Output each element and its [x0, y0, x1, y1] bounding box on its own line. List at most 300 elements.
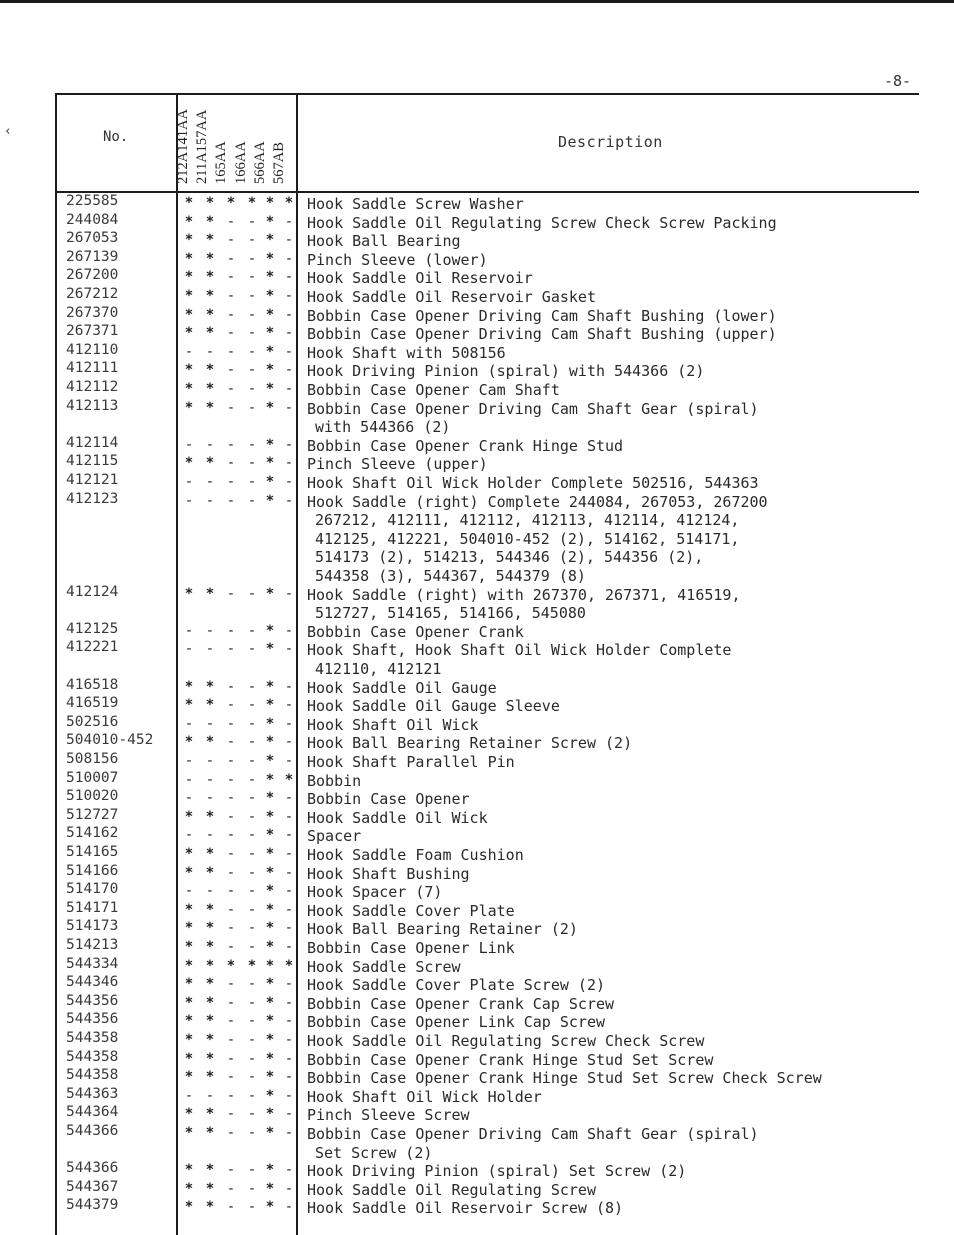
not-applicable-mark: -: [247, 436, 257, 453]
model-header: 567AB: [271, 142, 287, 184]
model-marks: [182, 1032, 292, 1050]
part-number: 267370: [66, 304, 119, 321]
part-description: Bobbin Case Opener Cam Shaft: [307, 381, 560, 399]
not-applicable-mark: -: [247, 232, 257, 249]
top-border: [0, 0, 954, 3]
applies-mark: *: [205, 381, 215, 397]
part-description: Hook Shaft Oil Wick: [307, 715, 479, 734]
part-number: 544358: [66, 1067, 119, 1084]
not-applicable-mark: -: [226, 622, 236, 639]
not-applicable-mark: -: [284, 753, 294, 769]
part-number: 416518: [66, 676, 119, 693]
applies-mark: *: [265, 492, 275, 509]
table-left-rule: [55, 93, 57, 1235]
not-applicable-mark: -: [205, 771, 215, 788]
part-number: 544379: [66, 1197, 119, 1214]
model-marks: [182, 1162, 292, 1180]
part-description: Pinch Sleeve (lower): [307, 250, 488, 269]
not-applicable-mark: -: [226, 362, 236, 379]
part-description-continued: 512727, 514165, 514166, 545080: [315, 604, 586, 623]
model-marks: [182, 1106, 292, 1124]
not-applicable-mark: -: [226, 1106, 236, 1123]
not-applicable-mark: -: [247, 474, 257, 490]
not-applicable-mark: -: [247, 1199, 257, 1216]
applies-mark: *: [265, 1013, 275, 1030]
description-column-header: Description: [558, 133, 663, 151]
not-applicable-mark: -: [205, 622, 215, 639]
applies-mark: *: [184, 808, 194, 825]
part-description: Spacer: [307, 827, 362, 846]
model-marks: [182, 716, 292, 734]
not-applicable-mark: -: [226, 343, 236, 360]
applies-mark: *: [205, 213, 215, 230]
part-number: 544346: [66, 974, 119, 991]
not-applicable-mark: -: [247, 399, 257, 416]
part-description-continued: 544358 (3), 544367, 544379 (8): [315, 566, 586, 585]
not-applicable-mark: -: [247, 715, 257, 732]
not-applicable-mark: -: [247, 288, 257, 304]
part-number: 514162: [66, 825, 119, 842]
page-number: -8-: [884, 72, 912, 90]
applies-mark: *: [265, 1106, 275, 1123]
not-applicable-mark: -: [226, 1013, 236, 1030]
not-applicable-mark: -: [226, 399, 236, 416]
model-marks: [182, 344, 292, 362]
model-marks: [182, 251, 292, 269]
not-applicable-mark: -: [284, 1180, 294, 1197]
not-applicable-mark: -: [226, 474, 236, 490]
applies-mark: *: [265, 1050, 275, 1067]
applies-mark: *: [184, 697, 194, 714]
not-applicable-mark: -: [247, 250, 257, 267]
part-description: Bobbin Case Opener Crank Hinge Stud Set Screw Check Screw: [307, 1069, 822, 1088]
not-applicable-mark: -: [247, 901, 257, 918]
part-description-continued: 412110, 412121: [315, 659, 442, 678]
model-marks: [182, 1051, 292, 1069]
applies-mark: *: [205, 901, 215, 918]
part-number: 412114: [66, 434, 119, 451]
part-description: Hook Saddle Oil Regulating Screw Check Screw Packing: [307, 213, 777, 232]
applies-mark: *: [265, 994, 275, 1011]
not-applicable-mark: -: [284, 269, 294, 286]
part-description: Bobbin Case Opener Link: [307, 939, 515, 957]
applies-mark: *: [184, 678, 194, 695]
applies-mark: *: [184, 846, 194, 862]
not-applicable-mark: -: [205, 883, 215, 900]
applies-mark: *: [184, 864, 194, 881]
not-applicable-mark: -: [284, 697, 294, 714]
applies-mark: *: [265, 771, 275, 788]
not-applicable-mark: -: [247, 678, 257, 695]
model-marks: [182, 1013, 292, 1031]
not-applicable-mark: -: [247, 734, 257, 751]
part-number: 510007: [66, 769, 119, 786]
applies-mark: *: [205, 1125, 215, 1141]
applies-mark: *: [265, 585, 275, 602]
applies-mark: *: [205, 678, 215, 695]
not-applicable-mark: -: [226, 1032, 236, 1048]
not-applicable-mark: -: [226, 455, 236, 472]
part-number: 544364: [66, 1104, 119, 1121]
not-applicable-mark: -: [184, 641, 194, 658]
applies-mark: *: [205, 195, 215, 211]
model-marks: [182, 1088, 292, 1106]
not-applicable-mark: -: [205, 753, 215, 769]
applies-mark: *: [265, 474, 275, 490]
applies-mark: *: [184, 325, 194, 342]
part-description: Bobbin Case Opener Driving Cam Shaft Bushing (lower): [307, 306, 777, 325]
applies-mark: *: [184, 362, 194, 379]
applies-mark: *: [184, 1162, 194, 1179]
model-marks: [182, 1069, 292, 1087]
not-applicable-mark: -: [284, 1013, 294, 1030]
applies-mark: *: [284, 195, 294, 211]
not-applicable-mark: -: [284, 436, 294, 453]
applies-mark: *: [205, 697, 215, 714]
not-applicable-mark: -: [284, 325, 294, 342]
not-applicable-mark: -: [226, 920, 236, 937]
part-number: 544356: [66, 1011, 119, 1028]
applies-mark: *: [205, 1069, 215, 1086]
part-description: Hook Shaft Oil Wick Holder: [307, 1087, 542, 1106]
applies-mark: *: [184, 939, 194, 955]
model-marks: [182, 623, 292, 641]
part-number: 267212: [66, 286, 119, 302]
applies-mark: *: [284, 957, 294, 974]
not-applicable-mark: -: [247, 1125, 257, 1141]
model-marks: [182, 753, 292, 771]
not-applicable-mark: -: [226, 771, 236, 788]
not-applicable-mark: -: [284, 455, 294, 472]
applies-mark: *: [184, 1013, 194, 1030]
applies-mark: *: [184, 585, 194, 602]
applies-mark: *: [265, 622, 275, 639]
not-applicable-mark: -: [226, 325, 236, 342]
applies-mark: *: [265, 1199, 275, 1216]
applies-mark: *: [184, 195, 194, 211]
applies-mark: *: [265, 250, 275, 267]
part-description: Pinch Sleeve (upper): [307, 455, 488, 474]
part-description: Hook Saddle Oil Regulating Screw: [307, 1180, 596, 1199]
part-number: 514173: [66, 918, 119, 935]
applies-mark: *: [205, 399, 215, 416]
applies-mark: *: [265, 641, 275, 658]
part-number: 412125: [66, 620, 119, 637]
applies-mark: *: [184, 306, 194, 323]
model-marks: [182, 1199, 292, 1217]
part-description: Bobbin Case Opener Driving Cam Shaft Gear (spiral): [307, 1125, 759, 1143]
not-applicable-mark: -: [226, 901, 236, 918]
not-applicable-mark: -: [247, 585, 257, 602]
not-applicable-mark: -: [184, 790, 194, 807]
not-applicable-mark: -: [247, 920, 257, 937]
applies-mark: *: [265, 455, 275, 472]
part-description: Bobbin: [307, 771, 362, 790]
model-marks: [182, 679, 292, 697]
not-applicable-mark: -: [284, 362, 294, 379]
not-applicable-mark: -: [247, 343, 257, 360]
not-applicable-mark: -: [226, 846, 236, 862]
not-applicable-mark: -: [226, 250, 236, 267]
model-marks: [182, 269, 292, 287]
part-description: Hook Saddle Cover Plate Screw (2): [307, 976, 606, 995]
not-applicable-mark: -: [284, 678, 294, 695]
part-description-continued: 267212, 412111, 412112, 412113, 412114, 412124,: [315, 511, 740, 530]
part-description: Pinch Sleeve Screw: [307, 1106, 470, 1125]
applies-mark: *: [184, 1106, 194, 1123]
not-applicable-mark: -: [226, 827, 236, 844]
not-applicable-mark: -: [284, 1032, 294, 1048]
header-bottom-rule: [55, 191, 919, 193]
model-marks: [182, 883, 292, 901]
applies-mark: *: [184, 734, 194, 751]
part-number: 514170: [66, 881, 119, 898]
model-marks: [182, 865, 292, 883]
model-marks: [182, 400, 292, 418]
not-applicable-mark: -: [284, 920, 294, 937]
applies-mark: *: [265, 846, 275, 862]
part-number: 544366: [66, 1123, 119, 1139]
applies-mark: *: [265, 232, 275, 249]
applies-mark: *: [205, 1013, 215, 1030]
not-applicable-mark: -: [284, 474, 294, 490]
not-applicable-mark: -: [247, 1069, 257, 1086]
applies-mark: *: [265, 957, 275, 974]
not-applicable-mark: -: [247, 939, 257, 955]
model-header: 566AA: [251, 141, 268, 184]
applies-mark: *: [184, 455, 194, 472]
not-applicable-mark: -: [284, 1069, 294, 1086]
not-applicable-mark: -: [284, 232, 294, 249]
not-applicable-mark: -: [284, 901, 294, 918]
not-applicable-mark: -: [247, 213, 257, 230]
applies-mark: *: [265, 288, 275, 304]
not-applicable-mark: -: [247, 1032, 257, 1048]
not-applicable-mark: -: [247, 1162, 257, 1179]
part-description: Hook Driving Pinion (spiral) Set Screw (2): [307, 1162, 687, 1181]
not-applicable-mark: -: [284, 1050, 294, 1067]
not-applicable-mark: -: [284, 492, 294, 509]
model-header: 165AA: [213, 141, 230, 184]
part-number: 544358: [66, 1030, 119, 1046]
applies-mark: *: [205, 864, 215, 881]
part-description: Bobbin Case Opener: [307, 790, 470, 809]
applies-mark: *: [205, 1162, 215, 1179]
model-marks: [182, 214, 292, 232]
applies-mark: *: [265, 1180, 275, 1197]
applies-mark: *: [265, 734, 275, 751]
part-number: 544366: [66, 1160, 119, 1177]
not-applicable-mark: -: [247, 1013, 257, 1030]
applies-mark: *: [265, 1125, 275, 1141]
part-description: Hook Saddle Screw: [307, 957, 461, 976]
not-applicable-mark: -: [247, 808, 257, 825]
part-description: Hook Saddle Oil Wick: [307, 808, 488, 827]
applies-mark: *: [265, 1087, 275, 1104]
model-marks: [182, 641, 292, 659]
applies-mark: *: [205, 1180, 215, 1197]
not-applicable-mark: -: [284, 939, 294, 955]
not-applicable-mark: -: [284, 641, 294, 658]
applies-mark: *: [265, 939, 275, 955]
applies-mark: *: [247, 957, 257, 974]
applies-mark: *: [205, 585, 215, 602]
not-applicable-mark: -: [247, 771, 257, 788]
part-description: Hook Saddle Screw Washer: [307, 195, 524, 213]
applies-mark: *: [205, 288, 215, 304]
applies-mark: *: [265, 827, 275, 844]
not-applicable-mark: -: [284, 585, 294, 602]
not-applicable-mark: -: [184, 474, 194, 490]
applies-mark: *: [265, 1162, 275, 1179]
part-number: 412115: [66, 453, 119, 470]
applies-mark: *: [205, 232, 215, 249]
part-description-continued: 514173 (2), 514213, 544346 (2), 544356 (2),: [315, 548, 704, 567]
model-marks: [182, 995, 292, 1013]
part-number: 412112: [66, 379, 119, 395]
model-marks: [182, 734, 292, 752]
not-applicable-mark: -: [284, 827, 294, 844]
not-applicable-mark: -: [205, 343, 215, 360]
applies-mark: *: [184, 1032, 194, 1048]
part-number: 514165: [66, 844, 119, 860]
not-applicable-mark: -: [247, 622, 257, 639]
part-number: 267139: [66, 248, 119, 265]
part-number: 502516: [66, 713, 119, 730]
model-marks: [182, 809, 292, 827]
not-applicable-mark: -: [205, 641, 215, 658]
not-applicable-mark: -: [247, 994, 257, 1011]
part-number: 267371: [66, 323, 119, 340]
model-marks: [182, 772, 292, 790]
part-description: Hook Saddle Oil Gauge: [307, 678, 497, 697]
part-description-continued: 412125, 412221, 504010-452 (2), 514162, 514171,: [315, 529, 740, 548]
part-description: Hook Saddle Oil Reservoir: [307, 269, 533, 288]
model-headers: [175, 96, 296, 184]
not-applicable-mark: -: [247, 1106, 257, 1123]
table-top-rule: [55, 93, 919, 95]
not-applicable-mark: -: [226, 697, 236, 714]
not-applicable-mark: -: [247, 455, 257, 472]
part-description: Hook Saddle Cover Plate: [307, 901, 515, 920]
model-marks: [182, 920, 292, 938]
model-marks: [182, 902, 292, 920]
not-applicable-mark: -: [284, 399, 294, 416]
part-number: 412123: [66, 490, 119, 507]
model-marks: [182, 195, 292, 213]
part-description: Bobbin Case Opener Crank: [307, 622, 524, 641]
part-number: 544356: [66, 992, 119, 1009]
not-applicable-mark: -: [205, 827, 215, 844]
not-applicable-mark: -: [284, 808, 294, 825]
not-applicable-mark: -: [247, 790, 257, 807]
part-description: Hook Saddle (right) with 267370, 267371, 416519,: [307, 585, 741, 604]
applies-mark: *: [265, 195, 275, 211]
not-applicable-mark: -: [284, 1087, 294, 1104]
not-applicable-mark: -: [247, 325, 257, 342]
not-applicable-mark: -: [247, 1050, 257, 1067]
not-applicable-mark: -: [226, 585, 236, 602]
part-description: Hook Ball Bearing Retainer (2): [307, 920, 578, 939]
part-description: Bobbin Case Opener Driving Cam Shaft Gear (spiral): [307, 399, 759, 418]
model-marks: [182, 437, 292, 455]
model-marks: [182, 381, 292, 399]
model-marks: [182, 697, 292, 715]
applies-mark: *: [284, 771, 294, 788]
applies-mark: *: [247, 195, 257, 211]
applies-mark: *: [205, 1106, 215, 1123]
applies-mark: *: [184, 1199, 194, 1216]
not-applicable-mark: -: [226, 715, 236, 732]
applies-mark: *: [184, 381, 194, 397]
not-applicable-mark: -: [247, 697, 257, 714]
not-applicable-mark: -: [284, 250, 294, 267]
part-description-continued: with 544366 (2): [315, 418, 451, 437]
applies-mark: *: [205, 994, 215, 1011]
not-applicable-mark: -: [284, 976, 294, 993]
part-number: 544358: [66, 1048, 119, 1065]
not-applicable-mark: -: [226, 864, 236, 881]
model-marks: [182, 976, 292, 994]
applies-mark: *: [265, 808, 275, 825]
applies-mark: *: [184, 957, 194, 974]
no-column-header: No.: [103, 129, 129, 145]
not-applicable-mark: -: [247, 306, 257, 323]
applies-mark: *: [184, 1180, 194, 1197]
not-applicable-mark: -: [184, 492, 194, 509]
not-applicable-mark: -: [184, 753, 194, 769]
applies-mark: *: [205, 846, 215, 862]
not-applicable-mark: -: [226, 1050, 236, 1067]
not-applicable-mark: -: [247, 381, 257, 397]
not-applicable-mark: -: [284, 1162, 294, 1179]
applies-mark: *: [265, 343, 275, 360]
no-column-rule: [176, 93, 178, 1235]
applies-mark: *: [184, 213, 194, 230]
applies-mark: *: [265, 306, 275, 323]
not-applicable-mark: -: [247, 753, 257, 769]
not-applicable-mark: -: [247, 846, 257, 862]
applies-mark: *: [265, 362, 275, 379]
part-number: 225585: [66, 193, 119, 209]
not-applicable-mark: -: [284, 734, 294, 751]
not-applicable-mark: -: [205, 436, 215, 453]
not-applicable-mark: -: [226, 883, 236, 900]
not-applicable-mark: -: [184, 622, 194, 639]
part-number: 244084: [66, 211, 119, 228]
part-number: 412111: [66, 360, 119, 377]
applies-mark: *: [184, 269, 194, 286]
not-applicable-mark: -: [226, 232, 236, 249]
not-applicable-mark: -: [284, 343, 294, 360]
not-applicable-mark: -: [247, 864, 257, 881]
applies-mark: *: [265, 436, 275, 453]
part-number: 544334: [66, 955, 119, 972]
applies-mark: *: [205, 250, 215, 267]
not-applicable-mark: -: [284, 883, 294, 900]
not-applicable-mark: -: [284, 1199, 294, 1216]
not-applicable-mark: -: [226, 1069, 236, 1086]
applies-mark: *: [226, 195, 236, 211]
not-applicable-mark: -: [184, 827, 194, 844]
not-applicable-mark: -: [184, 715, 194, 732]
part-description: Hook Shaft Oil Wick Holder Complete 502516, 544363: [307, 474, 759, 492]
part-description: Bobbin Case Opener Crank Hinge Stud: [307, 436, 624, 455]
not-applicable-mark: -: [226, 492, 236, 509]
not-applicable-mark: -: [226, 641, 236, 658]
model-marks: [182, 1125, 292, 1143]
part-number: 510020: [66, 788, 119, 805]
